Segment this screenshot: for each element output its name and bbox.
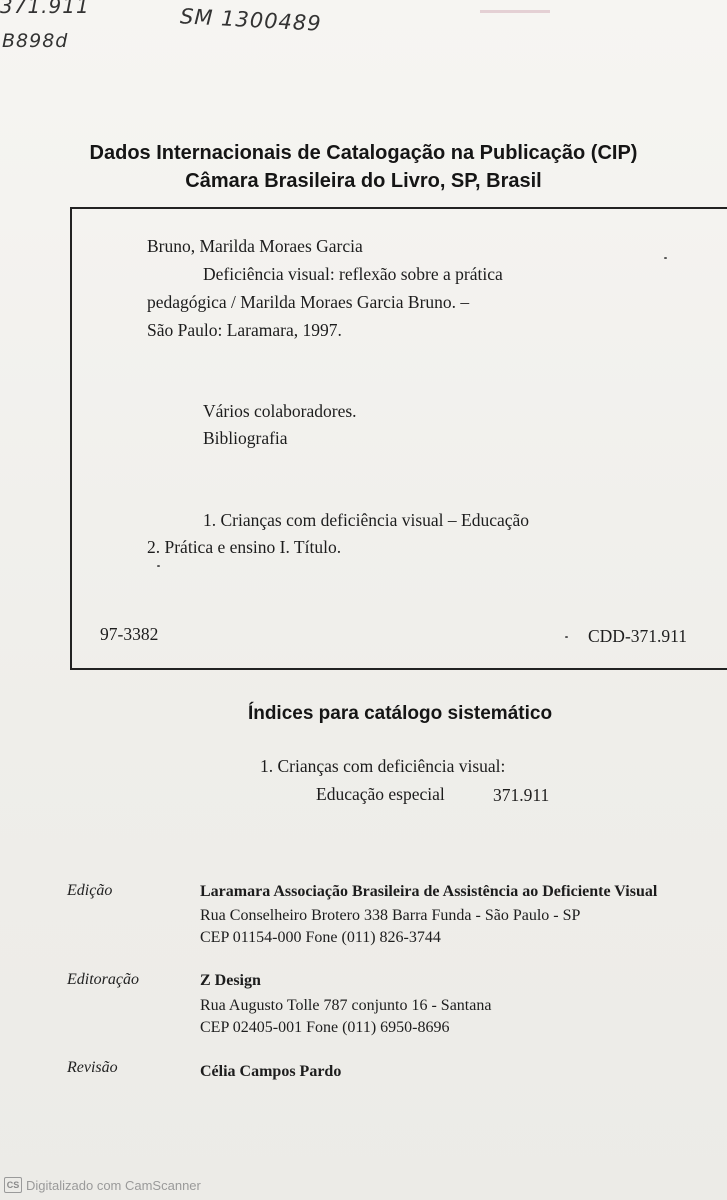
credit-design-address: Rua Augusto Tolle 787 conjunto 16 - Santana	[200, 997, 492, 1014]
cip-subject-1: 1. Crianças com deficiência visual – Educação	[203, 510, 530, 530]
index-entry-line1: 1. Crianças com deficiência visual:	[260, 756, 506, 776]
credit-design-cep: CEP 02405-001 Fone (011) 6950-8696	[200, 1019, 450, 1036]
index-entry-number: 371.911	[493, 785, 550, 805]
credit-reviewer-name: Célia Campos Pardo	[200, 1063, 342, 1080]
index-heading: Índices para catálogo sistemático	[247, 703, 553, 724]
cip-author: Bruno, Marilda Moraes Garcia	[147, 236, 363, 256]
scan-speck	[664, 257, 667, 259]
credit-label-revisao: Revisão	[67, 1059, 118, 1076]
cip-title-line1: Dados Internacionais de Catalogação na Publicação (CIP)	[89, 142, 638, 164]
cip-note-bibliography: Bibliografia	[203, 428, 288, 448]
cip-title-text-2: pedagógica / Marilda Moraes Garcia Bruno. –	[147, 292, 470, 312]
cip-title-text-1: Deficiência visual: reflexão sobre a prática	[203, 264, 503, 284]
cip-subject-2: 2. Prática e ensino I. Título.	[147, 537, 342, 557]
cip-imprint: São Paulo: Laramara, 1997.	[147, 320, 342, 340]
handwritten-registry-number: SM 1300489	[179, 4, 323, 36]
cip-control-number: 97-3382	[100, 624, 159, 644]
credit-publisher-address: Rua Conselheiro Brotero 338 Barra Funda - São Paulo - SP	[200, 907, 581, 924]
credit-publisher-name: Laramara Associação Brasileira de Assistência ao Deficiente Visual	[200, 883, 658, 900]
scan-speck	[565, 636, 568, 638]
cip-title-line2: Câmara Brasileira do Livro, SP, Brasil	[185, 170, 542, 192]
handwritten-cutter-number: B898d	[2, 30, 69, 52]
camscanner-icon: CS	[4, 1177, 22, 1193]
cip-note-collaborators: Vários colaboradores.	[203, 401, 357, 421]
credit-publisher-cep: CEP 01154-000 Fone (011) 826-3744	[200, 929, 441, 946]
handwritten-call-number: 371.911	[0, 0, 90, 18]
scanner-watermark	[4, 1177, 201, 1193]
credit-design-name: Z Design	[200, 972, 261, 989]
credit-label-edicao: Edição	[67, 882, 113, 899]
scanner-watermark-text: Digitalizado com CamScanner	[26, 1177, 201, 1193]
credit-label-editoracao: Editoração	[67, 971, 139, 988]
index-entry-line2: Educação especial	[316, 784, 445, 804]
cip-cdd: CDD-371.911	[588, 626, 688, 646]
scan-speck	[157, 565, 160, 567]
stamp-mark	[480, 0, 550, 13]
